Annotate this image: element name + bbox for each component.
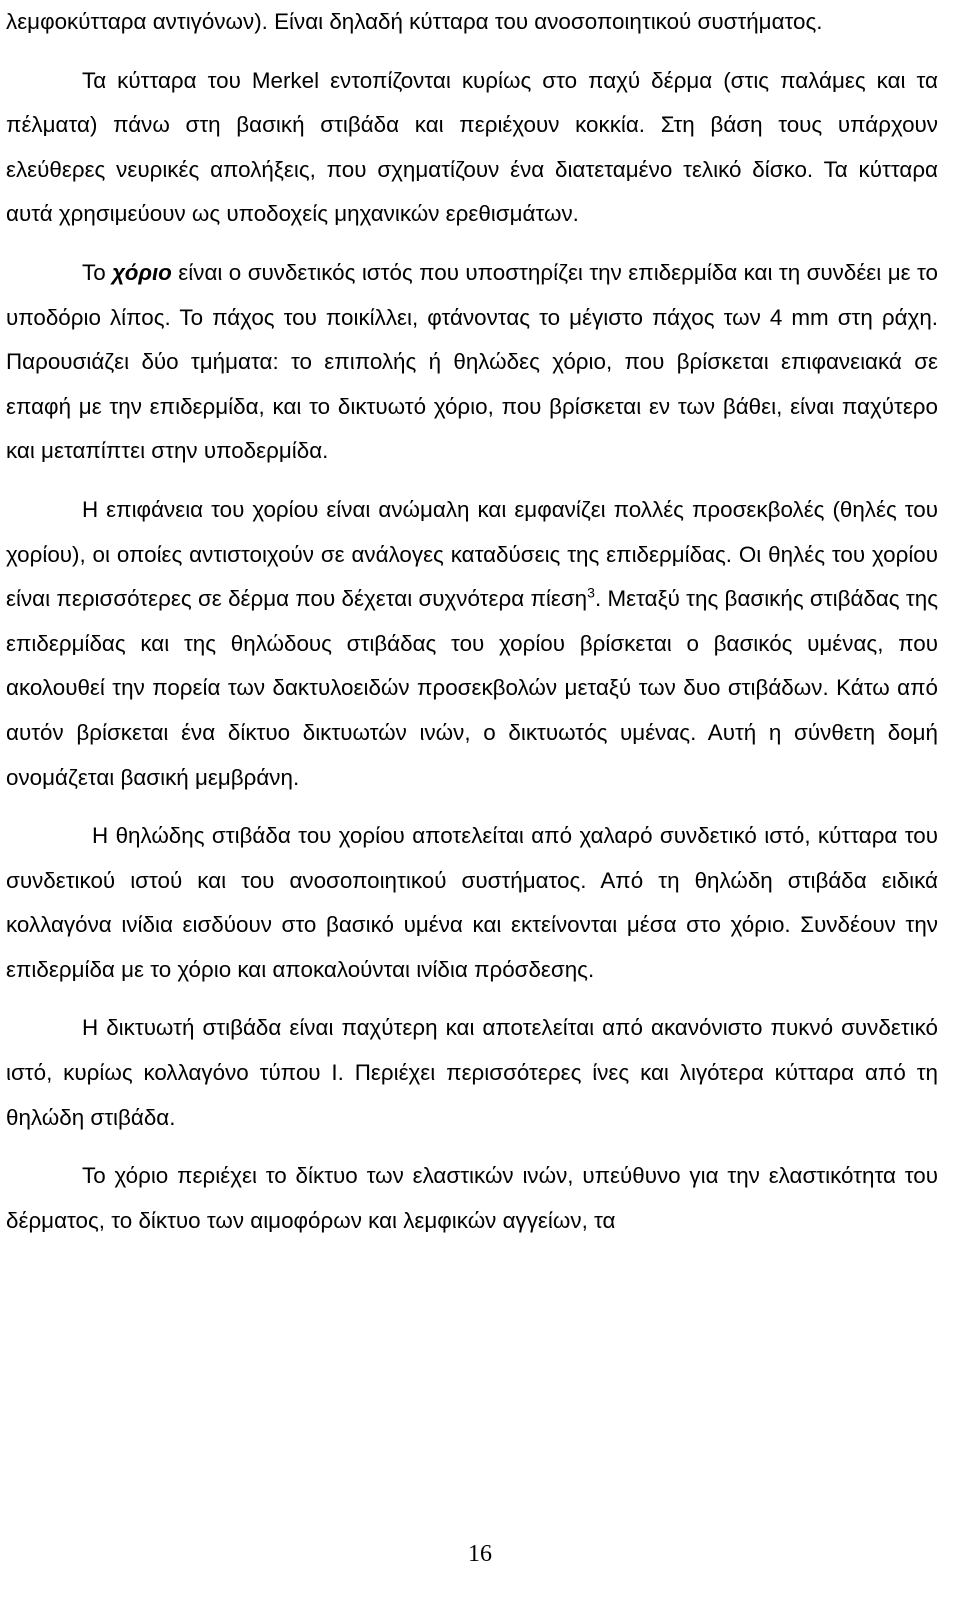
body-text <box>6 0 938 1243</box>
paragraph-surface-body: . Μεταξύ της βασικής στιβάδας της επιδερμίδας και της θηλώδους στιβάδας του χορίου βρίσκεται ο βασικός υμένας, που ακολουθεί την πορεία των δακτυλοειδών προσεκβολών μεταξύ των δυο στιβάδων. Κάτω από αυτόν βρίσκεται ένα δίκτυο δικτυωτών ινών, ο δικτυωτός υμένας. Αυτή η σύνθετη δομή ονομάζεται βασική μεμβράνη. <box>6 586 938 790</box>
paragraph-dermis-lead: Το <box>82 259 113 285</box>
paragraph-merkel-cells: Τα κύτταρα του Merkel εντοπίζονται κυρίως στο παχύ δέρμα (στις παλάμες και τα πέλματα) πάνω στη βασική στιβάδα και περιέχουν κοκκία. Στη βάση τους υπάρχουν ελεύθερες νευρικές απολήξεις, που σχηματίζουν ένα διατεταμένο τελικό δίσκο. Τα κύτταρα αυτά χρησιμεύουν ως υποδοχείς μηχανικών ερεθισμάτων. <box>6 67 938 227</box>
paragraph-dermis-contents: Το χόριο περιέχει το δίκτυο των ελαστικών ινών, υπεύθυνο για την ελαστικότητα του δέρματος, το δίκτυο των αιμοφόρων και λεμφικών αγγείων, τα <box>6 1163 938 1233</box>
paragraph-dermis-surface <box>6 488 938 800</box>
paragraph-continued: λεμφοκύτταρα αντιγόνων). Είναι δηλαδή κύτταρα του ανοσοποιητικού συστήματος. <box>6 9 823 34</box>
dermis-emphasis-term: χόριο <box>112 259 172 285</box>
paragraph-surface-lead: Η επιφάνεια του χορίου είναι ανώμαλη και εμφανίζει πολλές προσεκβολές (θηλές του χορίου), οι οποίες αντιστοιχούν σε ανάλογες καταδύσεις της επιδερμίδας. Οι θηλές του χορίου είναι περισσότερες σε δέρμα που δέχεται συχνότερα πίεση <box>6 496 938 612</box>
paragraph-papillary-layer: Η θηλώδης στιβάδα του χορίου αποτελείται από χαλαρό συνδετικό ιστό, κύτταρα του συνδετικού ιστού και του ανοσοποιητικού συστήματος. Από τη θηλώδη στιβάδα ειδικά κολλαγόνα ινίδια εισδύουν στο βασικό υμένα και εκτείνονται μέσα στο χόριο. Συνδέουν την επιδερμίδα με το χόριο και αποκαλούνται ινίδια πρόσδεσης. <box>6 823 938 982</box>
paragraph-reticular-layer: Η δικτυωτή στιβάδα είναι παχύτερη και αποτελείται από ακανόνιστο πυκνό συνδετικό ιστό, κυρίως κολλαγόνο τύπου Ι. Περιέχει περισσότερες ίνες και λιγότερα κύτταρα από τη θηλώδη στιβάδα. <box>6 1015 938 1130</box>
paragraph-dermis-body: είναι ο συνδετικός ιστός που υποστηρίζει την επιδερμίδα και τη συνδέει με το υποδόριο λίπος. Το πάχος του ποικίλλει, φτάνοντας το μέγιστο πάχος των 4 mm στη ράχη. Παρουσιάζει δύο τμήματα: το επιπολής ή θηλώδες χόριο, που βρίσκεται επιφανειακά σε επαφή με την επιδερμίδα, και το δικτυωτό χόριο, που βρίσκεται εν των βάθει, είναι παχύτερο και μεταπίπτει στην υποδερμίδα. <box>6 259 938 464</box>
footnote-marker: 3 <box>587 584 595 601</box>
page-number: 16 <box>468 1541 492 1567</box>
paragraph-dermis-definition <box>6 251 938 474</box>
